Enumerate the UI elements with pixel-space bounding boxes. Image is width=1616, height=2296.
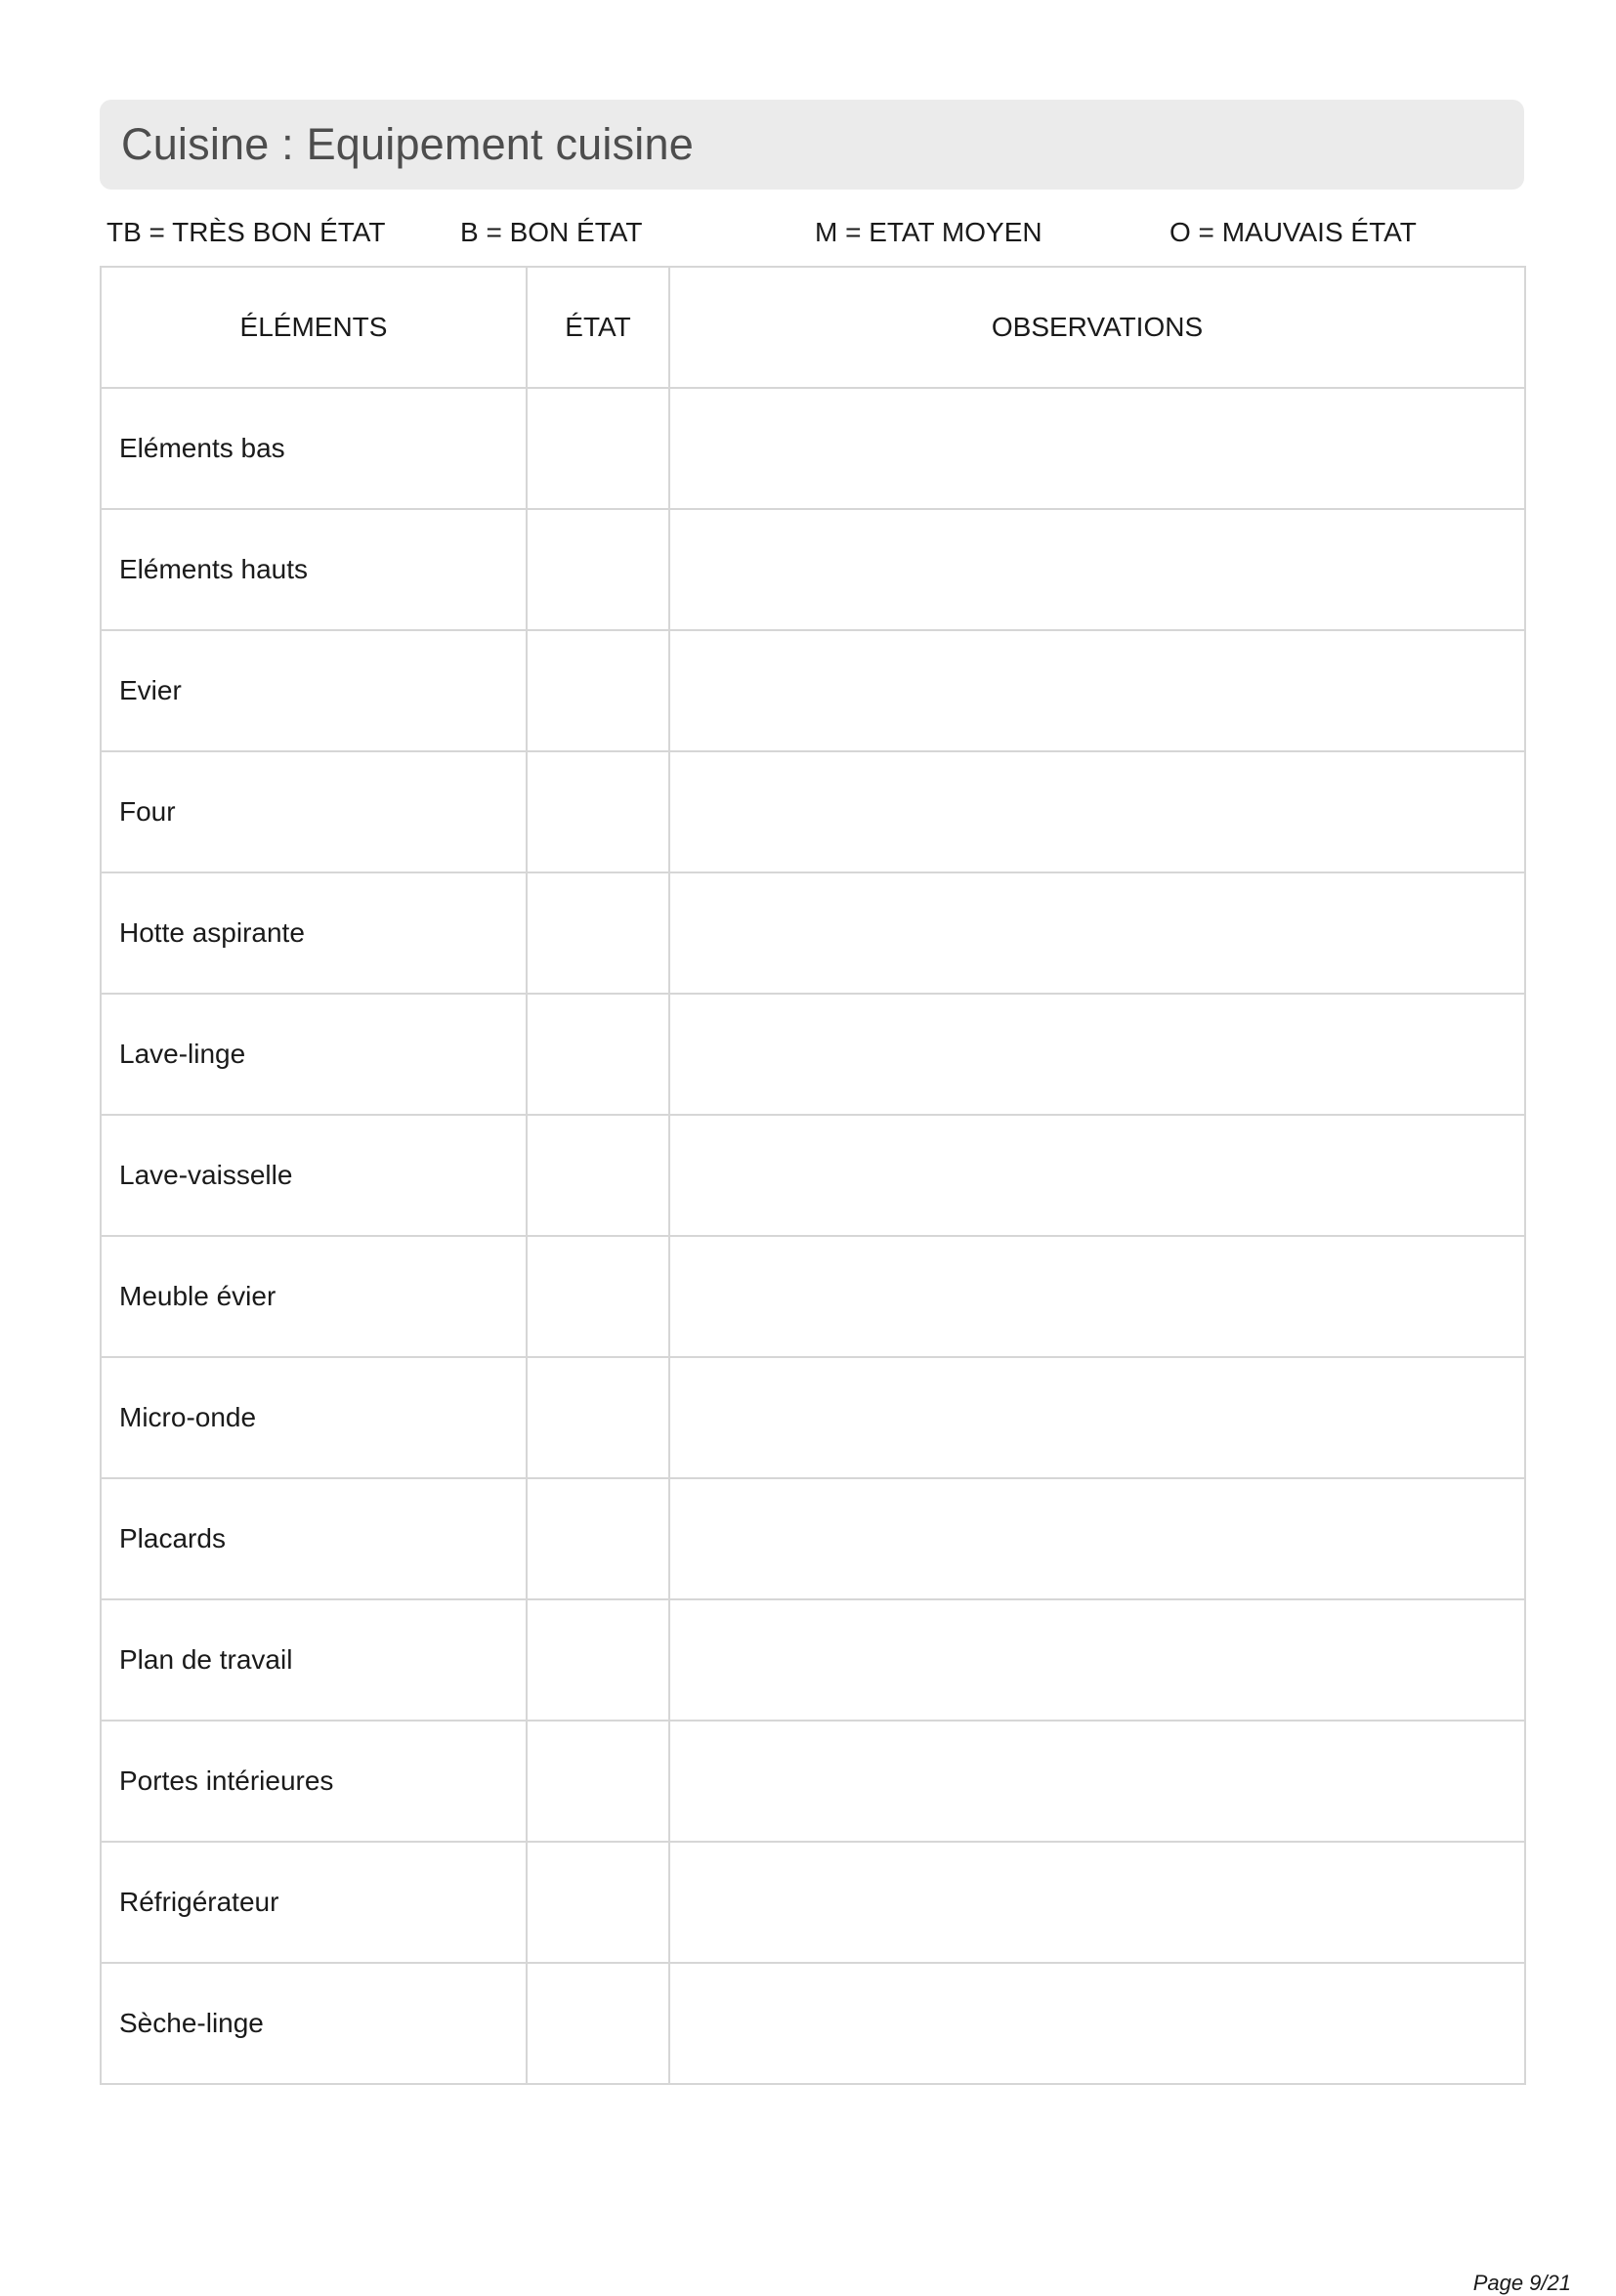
observations-cell (669, 1721, 1525, 1842)
etat-cell (527, 1599, 669, 1721)
element-name-cell: Meuble évier (101, 1236, 527, 1357)
etat-cell (527, 1115, 669, 1236)
element-name-cell: Hotte aspirante (101, 872, 527, 994)
etat-cell (527, 1721, 669, 1842)
etat-cell (527, 630, 669, 751)
observations-cell (669, 509, 1525, 630)
element-name-cell: Plan de travail (101, 1599, 527, 1721)
section-title-box (100, 100, 1524, 190)
element-name-cell: Eléments hauts (101, 509, 527, 630)
observations-cell (669, 1842, 1525, 1963)
observations-cell (669, 751, 1525, 872)
header-elements: ÉLÉMENTS (101, 267, 527, 388)
legend-mauvais-etat: O = MAUVAIS ÉTAT (1169, 217, 1417, 247)
table-row (101, 751, 1525, 872)
observations-cell (669, 388, 1525, 509)
table-row (101, 509, 1525, 630)
element-name-cell: Lave-vaisselle (101, 1115, 527, 1236)
legend-bon-etat: B = BON ÉTAT (460, 217, 643, 247)
observations-cell (669, 872, 1525, 994)
observations-cell (669, 630, 1525, 751)
element-name-cell: Micro-onde (101, 1357, 527, 1478)
element-name-cell: Evier (101, 630, 527, 751)
observations-cell (669, 1963, 1525, 2084)
table-row (101, 630, 1525, 751)
etat-cell (527, 1842, 669, 1963)
table-row (101, 872, 1525, 994)
table-row (101, 1478, 1525, 1599)
etat-cell (527, 1357, 669, 1478)
element-name-cell: Portes intérieures (101, 1721, 527, 1842)
etat-cell (527, 1236, 669, 1357)
element-name-cell: Four (101, 751, 527, 872)
etat-cell (527, 751, 669, 872)
element-name-cell: Réfrigérateur (101, 1842, 527, 1963)
inventory-table (100, 266, 1526, 2085)
element-name-cell: Placards (101, 1478, 527, 1599)
table-row (101, 994, 1525, 1115)
table-row (101, 1721, 1525, 1842)
observations-cell (669, 994, 1525, 1115)
observations-cell (669, 1357, 1525, 1478)
observations-cell (669, 1478, 1525, 1599)
element-name-cell: Sèche-linge (101, 1963, 527, 2084)
table-row (101, 1963, 1525, 2084)
table-row (101, 1115, 1525, 1236)
element-name-cell: Eléments bas (101, 388, 527, 509)
state-legend (0, 217, 1616, 256)
etat-cell (527, 872, 669, 994)
element-name-cell: Lave-linge (101, 994, 527, 1115)
etat-cell (527, 388, 669, 509)
observations-cell (669, 1599, 1525, 1721)
legend-etat-moyen: M = ETAT MOYEN (815, 217, 1042, 247)
legend-tres-bon-etat: TB = TRÈS BON ÉTAT (106, 217, 386, 247)
table-row (101, 1842, 1525, 1963)
observations-cell (669, 1115, 1525, 1236)
header-observations: OBSERVATIONS (669, 267, 1525, 388)
etat-cell (527, 1963, 669, 2084)
table-body (101, 388, 1525, 2084)
table-row (101, 388, 1525, 509)
header-etat: ÉTAT (527, 267, 669, 388)
etat-cell (527, 509, 669, 630)
page-title: Cuisine : Equipement cuisine (121, 119, 694, 169)
etat-cell (527, 994, 669, 1115)
observations-cell (669, 1236, 1525, 1357)
table-row (101, 1599, 1525, 1721)
etat-cell (527, 1478, 669, 1599)
page-number: Page 9/21 (1472, 2271, 1571, 2295)
table-row (101, 1236, 1525, 1357)
table-header-row (101, 267, 1525, 388)
table-row (101, 1357, 1525, 1478)
